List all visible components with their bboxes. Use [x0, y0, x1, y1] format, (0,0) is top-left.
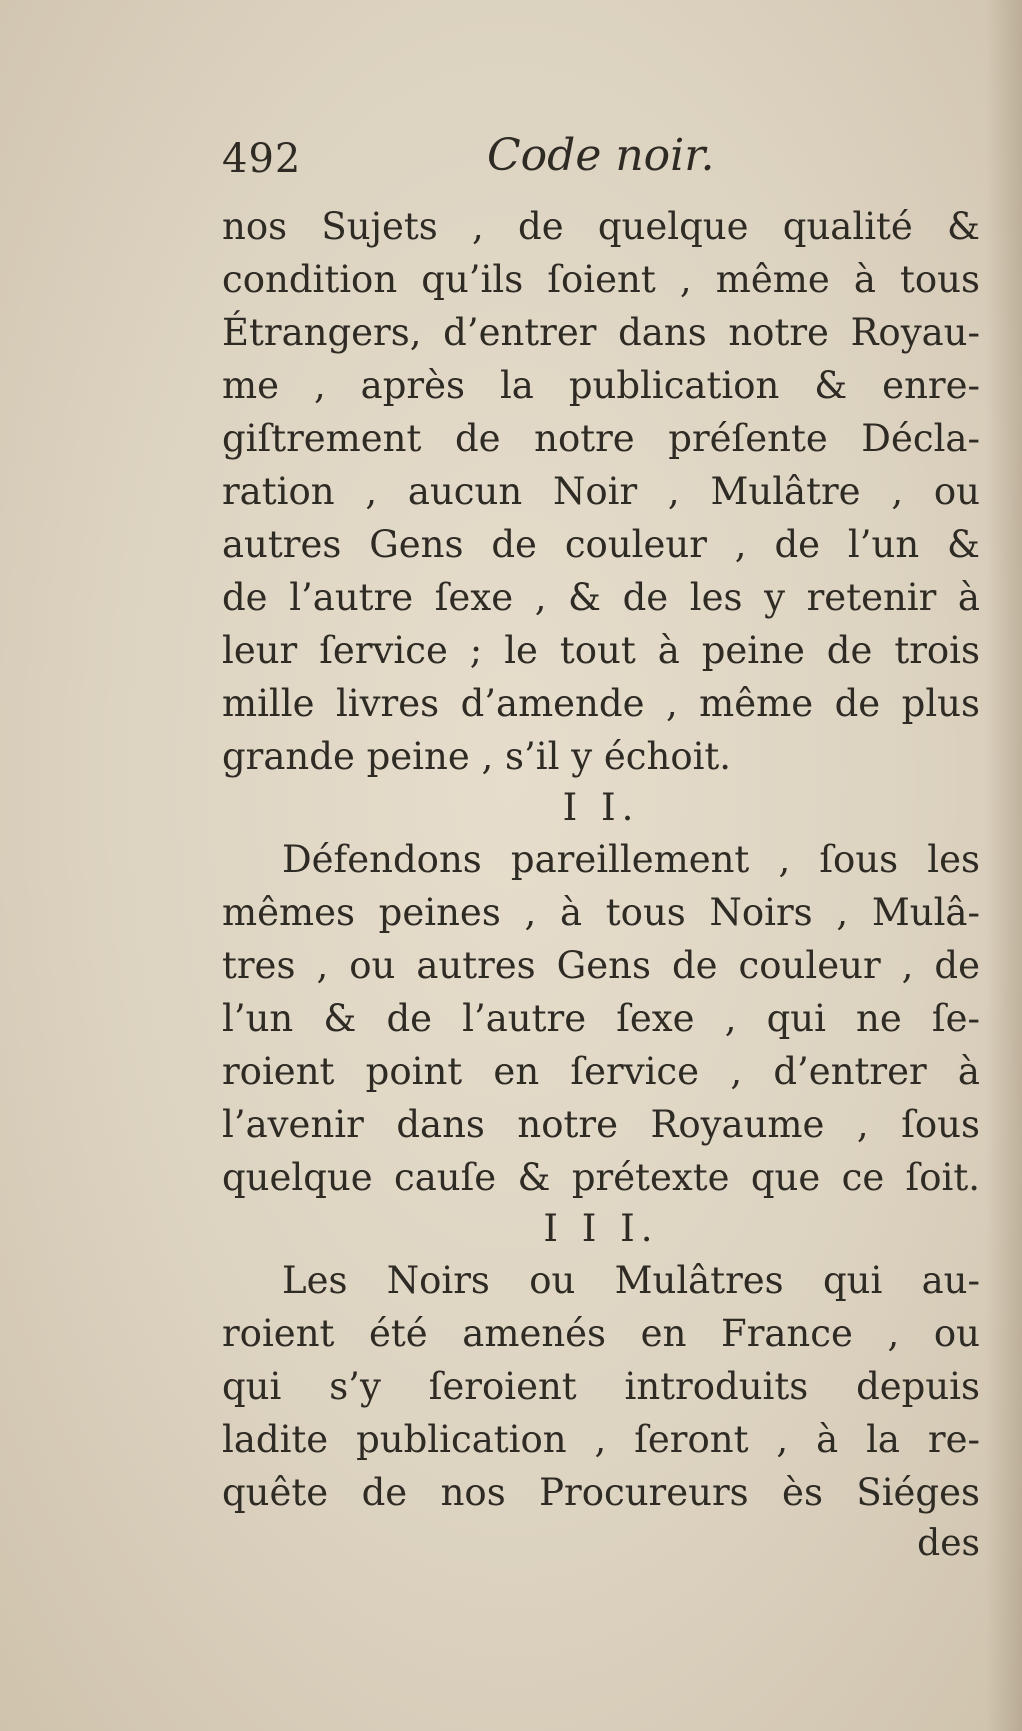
- page-number: 492: [222, 136, 302, 182]
- page-header: [222, 130, 980, 194]
- text-line: grande peine , s’il y échoit.: [222, 735, 732, 778]
- text-line: Étrangers, d’entrer dans notre Royau-: [222, 311, 980, 354]
- page-edge-shadow: [986, 0, 1022, 1731]
- text-line: l’avenir dans notre Royaume , ſous: [222, 1103, 980, 1146]
- text-line: roient été amenés en France , ou: [222, 1312, 980, 1355]
- text-line: condition qu’ils ſoient , même à tous: [222, 258, 980, 301]
- text-line: quelque cauſe & prétexte que ce ſoit.: [222, 1156, 980, 1199]
- text-line: ration , aucun Noir , Mulâtre , ou: [222, 470, 980, 513]
- paragraph-2: [222, 833, 980, 1204]
- running-title: Code noir.: [487, 130, 715, 181]
- text-line: autres Gens de couleur , de l’un &: [222, 523, 980, 566]
- text-line: de l’autre ſexe , & de les y retenir à: [222, 576, 980, 619]
- article-heading-2: I I.: [562, 786, 640, 829]
- text-line: nos Sujets , de quelque qualité &: [222, 205, 980, 248]
- text-line: Les Noirs ou Mulâtres qui au-: [282, 1259, 980, 1302]
- text-line: me , après la publication & enre-: [222, 364, 980, 407]
- text-line: roient point en ſervice , d’entrer à: [222, 1050, 980, 1093]
- text-line: giſtrement de notre préſente Décla-: [222, 417, 980, 460]
- text-line: Défendons pareillement , ſous les: [282, 838, 980, 881]
- text-block: [222, 130, 980, 1569]
- text-line: tres , ou autres Gens de couleur , de: [222, 944, 980, 987]
- text-line: ladite publication , ſeront , à la re-: [222, 1418, 980, 1461]
- text-line: qui s’y ſeroient introduits depuis: [222, 1365, 980, 1408]
- text-line: mille livres d’amende , même de plus: [222, 682, 980, 725]
- paragraph-3: [222, 1254, 980, 1519]
- catchword: des: [917, 1523, 980, 1564]
- text-line: leur ſervice ; le tout à peine de trois: [222, 629, 980, 672]
- text-line: mêmes peines , à tous Noirs , Mulâ-: [222, 891, 980, 934]
- article-heading-3: I I I.: [543, 1207, 659, 1250]
- paragraph-1: [222, 200, 980, 783]
- text-line: l’un & de l’autre ſexe , qui ne ſe-: [222, 997, 980, 1040]
- text-line: quête de nos Procureurs ès Siéges: [222, 1471, 980, 1514]
